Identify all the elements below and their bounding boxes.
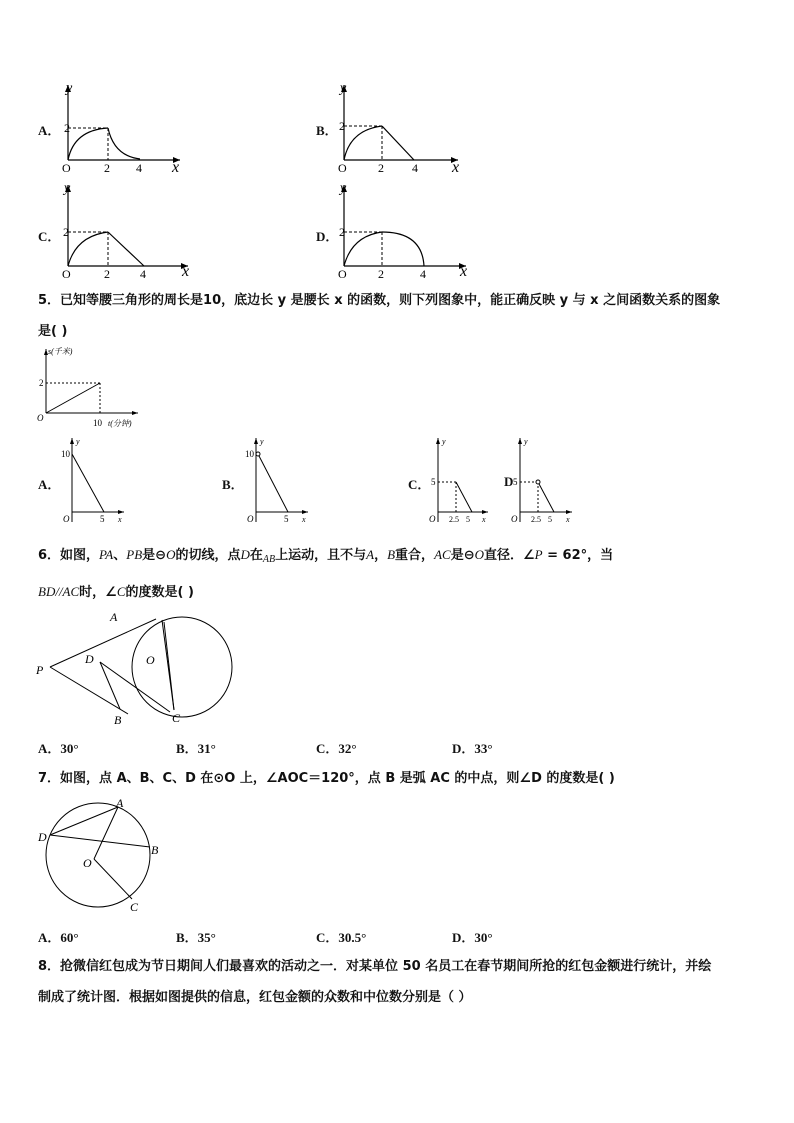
q6-answer-a[interactable]: A．30° — [38, 741, 79, 756]
y-axis-label: y — [340, 181, 347, 196]
x-axis-label: x — [482, 515, 486, 524]
origin-label: O — [63, 514, 70, 524]
tick-2-5: 2.5 — [449, 515, 459, 524]
origin-label: O — [338, 267, 347, 281]
graph-b — [336, 80, 466, 175]
point-o-label: O — [83, 856, 92, 870]
y-axis-label: y — [66, 81, 73, 96]
x-axis-label: x — [302, 515, 306, 524]
origin-label: O — [247, 514, 254, 524]
point-b-label: B — [114, 713, 122, 727]
tick-5: 5 — [466, 515, 470, 524]
origin-label: O — [62, 267, 71, 281]
point-c-label: C — [172, 711, 181, 725]
x-axis-label: x — [182, 263, 190, 280]
tick-5: 5 — [284, 514, 289, 524]
tick-label-4: 4 — [140, 267, 146, 281]
q5-graph-c — [426, 434, 496, 529]
tick-label-4: 4 — [412, 161, 418, 175]
q6-figure — [36, 610, 206, 730]
x-axis-label: x — [452, 159, 460, 176]
x-axis-label: x — [118, 515, 122, 524]
q6-text-line1: 6．如图，PA、PB是⊖O的切线，点D在$_{AB}$上运动，且不与A，B重合，AC是⊖O直径．∠P = 62°，当 — [38, 547, 614, 565]
tick-5: 5 — [100, 514, 105, 524]
q6-text-line2: BD//AC时，∠C的度数是( ) — [38, 584, 194, 600]
origin-label: O — [62, 161, 71, 175]
point-a-label: A — [110, 610, 118, 624]
q8-text-line2: 制成了统计图．根据如图提供的信息，红包金额的众数和中位数分别是（ ） — [38, 990, 472, 1005]
graph-c — [60, 180, 200, 280]
q5-option-c-label: C． — [408, 477, 431, 492]
graph-a — [60, 80, 190, 175]
point-o-label: O — [146, 653, 155, 667]
tick-label-4: 4 — [420, 267, 426, 281]
ref-tick-10: 10 — [93, 418, 102, 428]
ref-x-label: t(分钟) — [108, 419, 132, 428]
ref-origin: O — [37, 413, 44, 423]
ref-tick-2: 2 — [39, 378, 44, 388]
tick-label-4: 4 — [136, 161, 142, 175]
tick-label-2: 2 — [378, 267, 384, 281]
point-c-label: C — [130, 900, 139, 914]
q8-text-line1: 8．抢微信红包成为节日期间人们最喜欢的活动之一．对某单位 50 名员工在春节期间所抢的红包金额进行统计，并绘 — [38, 959, 712, 974]
tick-label-2: 2 — [104, 267, 110, 281]
tick-5: 5 — [548, 515, 552, 524]
q7-answer-d[interactable]: D．30° — [452, 930, 493, 945]
q5-graph-a — [60, 434, 130, 529]
graph-d — [336, 180, 476, 280]
y-axis-label: y — [524, 437, 528, 446]
point-a-label: A — [116, 796, 124, 810]
q5-option-b-label: B． — [222, 477, 244, 492]
point-d-label: D — [38, 830, 47, 844]
x-axis-label: x — [566, 515, 570, 524]
option-d-label: D． — [316, 229, 339, 244]
q7-figure — [34, 795, 174, 915]
tick-2-5: 2.5 — [531, 515, 541, 524]
q7-text: 7．如图，点 A、B、C、D 在⊙O 上，∠AOC＝120°，点 B 是弧 AC 的中点，则∠D 的度数是( ) — [38, 771, 615, 786]
x-axis-label: x — [460, 263, 468, 280]
q5-option-a-label: A． — [38, 477, 61, 492]
q6-answer-d[interactable]: D．33° — [452, 741, 493, 756]
tick-label-2: 2 — [63, 225, 69, 239]
q5-text-line2: 是( ) — [38, 324, 68, 339]
q5-graph-b — [244, 434, 314, 529]
tick-10: 10 — [245, 449, 254, 459]
tick-label-2: 2 — [339, 225, 345, 239]
y-axis-label: y — [76, 437, 80, 446]
y-axis-label: y — [64, 181, 71, 196]
q7-answer-a[interactable]: A．60° — [38, 930, 79, 945]
origin-label: O — [429, 514, 436, 524]
q5-option-d-label: D — [504, 474, 514, 489]
origin-label: O — [338, 161, 347, 175]
point-p-label: P — [36, 663, 44, 677]
ref-y-label: s(千米) — [48, 347, 73, 356]
tick-5: 5 — [431, 477, 436, 487]
point-b-label: B — [151, 843, 159, 857]
q6-answer-b[interactable]: B．31° — [176, 741, 216, 756]
q7-answer-b[interactable]: B．35° — [176, 930, 216, 945]
x-axis-label: x — [172, 159, 180, 176]
option-b-label: B． — [316, 123, 338, 138]
q7-answer-c[interactable]: C．30.5° — [316, 930, 367, 945]
q5-reference-graph — [36, 345, 146, 430]
y-axis-label: y — [442, 437, 446, 446]
tick-label-2: 2 — [104, 161, 110, 175]
tick-5: 5 — [513, 477, 518, 487]
y-axis-label: y — [260, 437, 264, 446]
point-d-label: D — [85, 652, 94, 666]
tick-label-2: 2 — [339, 119, 345, 133]
y-axis-label: y — [340, 81, 347, 96]
q5-graph-d — [508, 434, 578, 529]
tick-10: 10 — [61, 449, 70, 459]
option-c-label: C． — [38, 229, 61, 244]
q5-text-line1: 5．已知等腰三角形的周长是10，底边长 y 是腰长 x 的函数，则下列图象中，能正确反映 y 与 x 之间函数关系的图象 — [38, 293, 721, 308]
option-a-label: A． — [38, 123, 61, 138]
tick-label-2: 2 — [378, 161, 384, 175]
tick-label-2: 2 — [64, 121, 70, 135]
q6-answer-c[interactable]: C．32° — [316, 741, 357, 756]
origin-label: O — [511, 514, 518, 524]
